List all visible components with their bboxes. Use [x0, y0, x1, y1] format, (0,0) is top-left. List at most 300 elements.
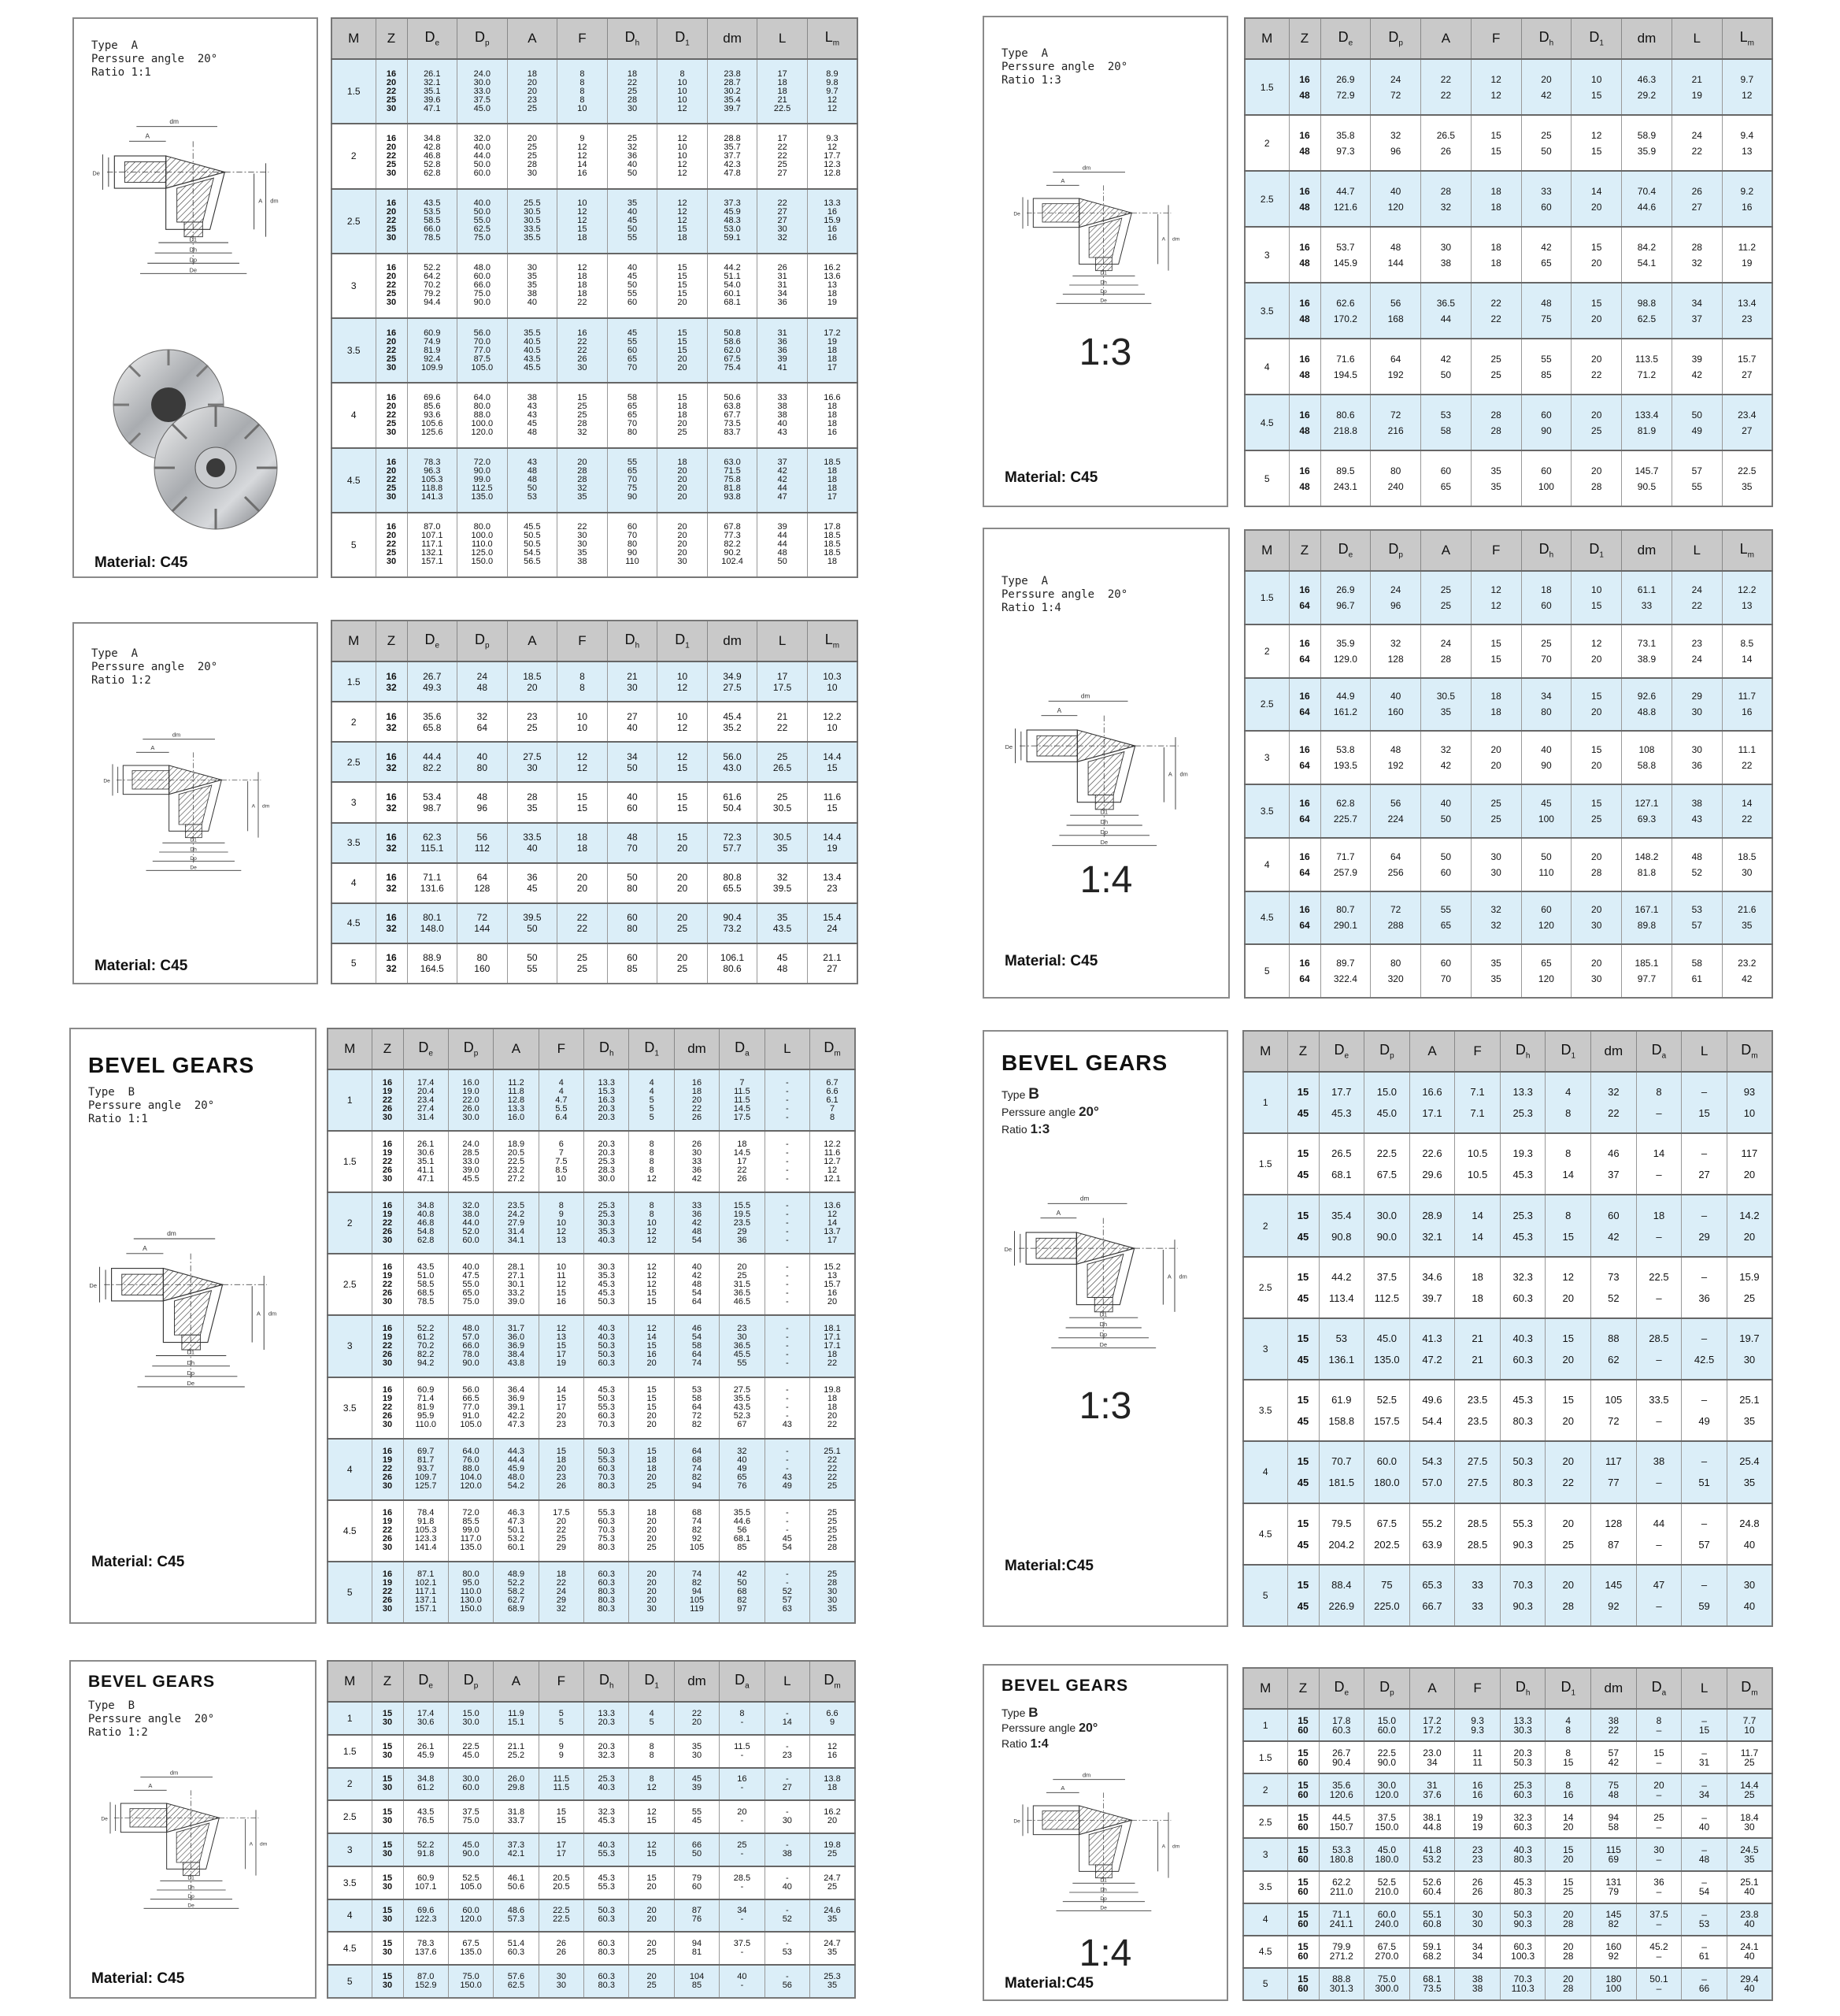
module-cell: 3 — [1245, 227, 1289, 283]
value-cell: 31 36 36 39 41 — [757, 318, 808, 383]
value-cell: 16.6 17.1 — [1409, 1072, 1455, 1133]
table-row — [328, 1768, 855, 1801]
value-cell: 8 16 — [1546, 1773, 1591, 1806]
module-cell: 5 — [1245, 944, 1289, 998]
value-cell: 8 – — [1636, 1072, 1682, 1133]
table-row — [328, 1735, 855, 1768]
module-cell: 4.5 — [331, 903, 376, 943]
value-cell: 50.3 55.3 60.3 70.3 80.3 — [584, 1439, 629, 1500]
value-cell: 30 30 — [1455, 1903, 1501, 1936]
value-cell: 16 - — [720, 1768, 765, 1801]
value-cell: 15.7 27 — [1722, 339, 1772, 395]
value-cell: 60 80 — [607, 903, 657, 943]
value-cell: - - 52 57 63 — [765, 1562, 809, 1623]
value-cell: 45.3 80.3 — [1500, 1380, 1546, 1441]
value-cell: 56.0 43.0 — [707, 742, 757, 782]
column-header-da: $D_a$ — [1636, 1668, 1682, 1709]
value-cell: 33 36 42 48 54 — [674, 1192, 719, 1254]
value-cell: 37.5 – — [1636, 1903, 1682, 1936]
value-cell: 20 28 — [1546, 1968, 1591, 2000]
value-cell: 7.1 7.1 — [1455, 1072, 1501, 1133]
value-cell: 28 32 — [1672, 227, 1722, 283]
value-cell: 16 20 22 25 30 — [376, 254, 407, 318]
value-cell: 105 72 — [1591, 1380, 1637, 1441]
value-cell: 38 43 — [1672, 784, 1722, 838]
bevel-gears-title: BEVEL GEARS — [1001, 1677, 1129, 1695]
ratio-label: Ratio 1:1 — [88, 1113, 148, 1125]
value-cell: 31.8 33.7 — [494, 1800, 539, 1833]
value-cell: 55.3 60.3 70.3 75.3 80.3 — [584, 1500, 629, 1562]
value-cell: 18.5 20 — [507, 662, 557, 702]
value-cell: 49.6 54.4 — [1409, 1380, 1455, 1441]
module-cell: 4.5 — [1243, 1936, 1287, 1968]
value-cell: 30 36 — [1672, 731, 1722, 784]
value-cell: 9 12 12 14 16 — [557, 124, 608, 188]
value-cell: 15.4 24 — [807, 903, 857, 943]
value-cell: – 53 — [1682, 1903, 1727, 1936]
module-cell: 2.5 — [331, 742, 376, 782]
value-cell: 60.9 74.9 81.9 92.4 109.9 — [407, 318, 457, 383]
table-row — [1243, 1257, 1772, 1318]
column-header-f: F — [539, 1028, 583, 1069]
pressure-angle-label: Perssure angle 20° — [91, 53, 218, 65]
value-cell: 23.5 23.5 — [1455, 1380, 1501, 1441]
value-cell: 26.1 30.6 35.1 41.1 47.1 — [403, 1131, 448, 1192]
value-cell: 28.5 28.5 — [1455, 1503, 1501, 1565]
value-cell: 16 64 — [1289, 838, 1320, 891]
gear-card-type-a-1-1 — [72, 17, 318, 578]
module-cell: 2.5 — [1245, 678, 1289, 732]
module-cell: 2.5 — [328, 1800, 372, 1833]
column-header-z: Z — [1287, 1668, 1319, 1709]
value-cell: 17 17 — [539, 1833, 583, 1866]
value-cell: 30.0 120.0 — [1364, 1773, 1410, 1806]
column-header-z: Z — [1289, 530, 1320, 571]
value-cell: 60 70 80 90 110 — [607, 513, 657, 577]
module-cell: 1.5 — [328, 1131, 372, 1192]
value-cell: 20 20 — [657, 863, 708, 903]
value-cell: 20 20 — [1471, 731, 1521, 784]
module-cell: 1 — [328, 1702, 372, 1735]
value-cell: 127.1 69.3 — [1622, 784, 1672, 838]
value-cell: 62.8 225.7 — [1320, 784, 1371, 838]
column-header-l: L — [757, 18, 808, 59]
type-label: Type A — [1001, 575, 1049, 587]
value-cell: 74 82 94 105 119 — [674, 1562, 719, 1623]
value-cell: 33 33 — [1455, 1565, 1501, 1626]
table-row — [1245, 891, 1772, 945]
material-label: Material:C45 — [1005, 1558, 1094, 1574]
value-cell: 60.3 100.3 — [1500, 1936, 1546, 1968]
table-row — [328, 1254, 855, 1315]
column-header-lm: $L_m$ — [807, 621, 857, 662]
value-cell: 22 22 — [557, 903, 608, 943]
table-row — [1245, 283, 1772, 339]
module-cell: 4 — [1243, 1903, 1287, 1936]
value-cell: 70.3 110.3 — [1500, 1968, 1546, 2000]
value-cell: 42 50 — [1421, 339, 1472, 395]
value-cell: 20 30 — [1572, 944, 1622, 998]
table-row — [331, 189, 857, 254]
value-cell: 92.6 48.8 — [1622, 678, 1672, 732]
value-cell: 17.8 18.5 18.5 18.5 18 — [807, 513, 857, 577]
value-cell: 15 45 — [1287, 1503, 1319, 1565]
value-cell: 23.8 28.7 30.2 35.4 39.7 — [707, 59, 757, 124]
value-cell: 25.4 35 — [1727, 1441, 1772, 1503]
value-cell: 25.3 35 — [810, 1965, 855, 1998]
value-cell: 16 19 22 26 30 — [372, 1562, 403, 1623]
value-cell: 24.7 25 — [810, 1866, 855, 1899]
value-cell: 40 - — [720, 1965, 765, 1998]
table-row — [1243, 1936, 1772, 1968]
value-cell: 16 32 — [376, 863, 407, 903]
column-header-dm: dm — [1622, 530, 1672, 571]
value-cell: 41.3 47.2 — [1409, 1318, 1455, 1380]
module-cell: 4 — [331, 863, 376, 903]
table-row — [1243, 1380, 1772, 1441]
value-cell: 12 10 10 12 12 — [657, 124, 708, 188]
value-cell: 50 60 — [1421, 838, 1472, 891]
value-cell: 55 65 — [1421, 891, 1472, 945]
pressure-angle-label: Perssure angle 20° — [1001, 1104, 1099, 1119]
value-cell: 16 48 — [1289, 227, 1320, 283]
value-cell: - - - - - — [765, 1131, 809, 1192]
value-cell: 48.6 57.3 — [494, 1899, 539, 1933]
value-cell: 35.4 90.8 — [1319, 1195, 1364, 1256]
column-header-dm: dm — [1622, 18, 1672, 59]
value-cell: 38.1 44.8 — [1409, 1806, 1455, 1838]
column-header-f: F — [539, 1661, 583, 1702]
type-label: Type B — [88, 1699, 135, 1712]
value-cell: 16 19 22 26 30 — [372, 1192, 403, 1254]
value-cell: 15 30 — [372, 1965, 403, 1998]
value-cell: 46.3 47.3 50.1 53.2 60.1 — [494, 1500, 539, 1562]
pressure-angle-label: Perssure angle 20° — [91, 661, 218, 673]
value-cell: 15 30 — [372, 1866, 403, 1899]
material-label: Material: C45 — [1005, 953, 1098, 969]
table-row — [328, 1833, 855, 1866]
gear-technical-drawing — [82, 1764, 304, 1922]
table-row — [1245, 59, 1772, 115]
column-header-m: M — [331, 18, 376, 59]
module-cell: 5 — [328, 1562, 372, 1623]
value-cell: 33.5 40 — [507, 823, 557, 863]
value-cell: 17.8 60.3 — [1319, 1709, 1364, 1741]
module-cell: 1.5 — [1245, 571, 1289, 624]
value-cell: 15 20 — [1546, 1838, 1591, 1870]
value-cell: 16 32 — [376, 662, 407, 702]
value-cell: 52.2 64.2 70.2 79.2 94.4 — [407, 254, 457, 318]
gear-technical-drawing — [82, 1203, 304, 1423]
value-cell: 36.5 44 — [1421, 283, 1472, 339]
value-cell: 13.4 23 — [1722, 283, 1772, 339]
value-cell: 40 45 50 55 60 — [607, 254, 657, 318]
column-header-m: M — [331, 621, 376, 662]
value-cell: 72 288 — [1371, 891, 1421, 945]
value-cell: 40 160 — [1371, 678, 1421, 732]
module-cell: 5 — [1245, 450, 1289, 506]
value-cell: 48 52 — [1672, 838, 1722, 891]
value-cell: 25 25 — [1421, 571, 1472, 624]
value-cell: 24.1 40 — [1727, 1936, 1772, 1968]
column-header-a: A — [494, 1661, 539, 1702]
value-cell: 26.5 68.1 — [1319, 1133, 1364, 1195]
module-cell: 3.5 — [1243, 1380, 1287, 1441]
value-cell: 133.4 81.9 — [1622, 395, 1672, 450]
value-cell: 20 25 31.5 36.5 46.5 — [720, 1254, 765, 1315]
value-cell: 26 27 — [1672, 171, 1722, 227]
value-cell: 32.3 60.3 — [1500, 1806, 1546, 1838]
value-cell: 20 20 20 20 30 — [629, 1562, 674, 1623]
column-header-l: L — [1682, 1031, 1727, 1072]
module-cell: 4.5 — [1243, 1503, 1287, 1565]
value-cell: – 31 — [1682, 1741, 1727, 1773]
value-cell: 75.0 300.0 — [1364, 1968, 1410, 2000]
value-cell: 15 15 — [1471, 115, 1521, 171]
module-cell: 3.5 — [331, 318, 376, 383]
value-cell: 53 58 64 72 82 — [674, 1377, 719, 1439]
value-cell: 71.6 194.5 — [1320, 339, 1371, 395]
value-cell: - - - - - — [765, 1254, 809, 1315]
value-cell: - - - 43 49 — [765, 1439, 809, 1500]
column-header-d1: $D_1$ — [657, 18, 708, 59]
value-cell: 50.3 60.3 — [584, 1899, 629, 1933]
value-cell: 37.5 112.5 — [1364, 1257, 1410, 1318]
value-cell: 30 40 — [1727, 1565, 1772, 1626]
column-header-m: M — [328, 1028, 372, 1069]
value-cell: 21 22 — [757, 702, 808, 742]
column-header-dm: $D_m$ — [810, 1028, 855, 1069]
value-cell: 60.3 60.3 80.3 80.3 80.3 — [584, 1562, 629, 1623]
ratio-label: Ratio 1:3 — [1001, 1121, 1050, 1136]
value-cell: 16 32 — [376, 702, 407, 742]
value-cell: 32.3 60.3 — [1500, 1257, 1546, 1318]
value-cell: 40.0 47.5 55.0 65.0 75.0 — [448, 1254, 493, 1315]
table-row — [1245, 944, 1772, 998]
value-cell: 43.5 76.5 — [403, 1800, 448, 1833]
value-cell: 16 64 — [1289, 624, 1320, 678]
value-cell: 24.0 30.0 33.0 37.5 45.0 — [457, 59, 508, 124]
value-cell: 20 – — [1636, 1773, 1682, 1806]
value-cell: 64 68 74 82 94 — [674, 1439, 719, 1500]
column-header-z: Z — [1289, 18, 1320, 59]
column-header-z: Z — [372, 1661, 403, 1702]
ratio-label: Ratio 1:1 — [91, 66, 151, 79]
value-cell: 16 48 — [1289, 115, 1320, 171]
gear-technical-drawing — [995, 1189, 1216, 1362]
value-cell: 53.3 180.8 — [1319, 1838, 1364, 1870]
value-cell: 24 22 — [1672, 571, 1722, 624]
value-cell: 37.5 75.0 — [448, 1800, 493, 1833]
table-row — [328, 1702, 855, 1735]
value-cell: 34.9 27.5 — [707, 662, 757, 702]
value-cell: 8 8 — [629, 1735, 674, 1768]
value-cell: 11.5 - — [720, 1735, 765, 1768]
table-row — [328, 1131, 855, 1192]
value-cell: 16 20 22 25 30 — [376, 448, 407, 513]
value-cell: 15 20 — [1546, 1318, 1591, 1380]
value-cell: 50.6 63.8 67.7 73.5 83.7 — [707, 383, 757, 447]
value-cell: 15 45 — [1287, 1380, 1319, 1441]
table-row — [1243, 1903, 1772, 1936]
table-row — [328, 1315, 855, 1377]
value-cell: 8 8 8 8 10 — [557, 59, 608, 124]
value-cell: 26 30 33 36 42 — [674, 1131, 719, 1192]
value-cell: 50 55 — [507, 943, 557, 984]
value-cell: 50.1 – — [1636, 1968, 1682, 2000]
column-header-dm: $D_m$ — [810, 1661, 855, 1702]
table-row — [328, 1377, 855, 1439]
column-header-de: $D_e$ — [1319, 1668, 1364, 1709]
value-cell: 64 128 — [457, 863, 508, 903]
value-cell: 16 64 — [1289, 571, 1320, 624]
module-cell: 4 — [331, 383, 376, 447]
value-cell: 26.7 49.3 — [407, 662, 457, 702]
value-cell: 28 35 — [507, 782, 557, 822]
gear-technical-drawing — [995, 687, 1217, 860]
module-cell: 2.5 — [1243, 1257, 1287, 1318]
value-cell: - 27 — [765, 1768, 809, 1801]
value-cell: 106.1 80.6 — [707, 943, 757, 984]
value-cell: 35.9 129.0 — [1320, 624, 1371, 678]
value-cell: 18 20 20 20 20 — [657, 448, 708, 513]
value-cell: 78.3 96.3 105.3 118.8 141.3 — [407, 448, 457, 513]
value-cell: – 36 — [1682, 1257, 1727, 1318]
value-cell: 13.8 18 — [810, 1768, 855, 1801]
value-cell: 10 12 — [657, 662, 708, 702]
value-cell: 35 30 — [674, 1735, 719, 1768]
value-cell: 55 45 — [674, 1800, 719, 1833]
table-row — [331, 702, 857, 742]
value-cell: 8 8 8 8 12 — [629, 1131, 674, 1192]
value-cell: 9.2 16 — [1722, 171, 1772, 227]
value-cell: 12 18 18 18 22 — [557, 254, 608, 318]
value-cell: 11.2 19 — [1722, 227, 1772, 283]
value-cell: 60.9 71.4 81.9 95.9 110.0 — [403, 1377, 448, 1439]
table-row — [331, 254, 857, 318]
value-cell: 15 15 — [1471, 624, 1521, 678]
value-cell: 8 12 — [629, 1768, 674, 1801]
column-header-de: $D_e$ — [1320, 530, 1371, 571]
value-cell: 60 70 — [1421, 944, 1472, 998]
value-cell: 44.5 150.7 — [1319, 1806, 1364, 1838]
value-cell: 5 5 — [539, 1702, 583, 1735]
value-cell: 32 39.5 — [757, 863, 808, 903]
column-header-z: Z — [376, 18, 407, 59]
module-cell: 5 — [328, 1965, 372, 1998]
value-cell: 15 15 — [557, 782, 608, 822]
value-cell: 18 18 — [1455, 1257, 1501, 1318]
value-cell: 31 37.6 — [1409, 1773, 1455, 1806]
gear-card-type-b-1-1 — [69, 1028, 317, 1624]
column-header-dp: $D_p$ — [457, 18, 508, 59]
value-cell: 72 216 — [1371, 395, 1421, 450]
value-cell: 30.5 35 — [757, 823, 808, 863]
value-cell: 15.0 60.0 — [1364, 1709, 1410, 1741]
value-cell: 16 19 22 26 30 — [372, 1315, 403, 1377]
value-cell: 8 15 — [1546, 1195, 1591, 1256]
dimension-table-type-a-1-1 — [331, 17, 858, 578]
value-cell: 25 - — [720, 1833, 765, 1866]
value-cell: 75 225.0 — [1364, 1565, 1410, 1626]
value-cell: 16 20 22 25 30 — [376, 189, 407, 254]
table-row — [1243, 1318, 1772, 1380]
column-header-f: F — [1455, 1031, 1501, 1072]
value-cell: 24.7 35 — [810, 1932, 855, 1965]
gear-technical-drawing — [85, 726, 305, 884]
value-cell: 4 8 — [1546, 1709, 1591, 1741]
value-cell: 12 20 — [1546, 1257, 1591, 1318]
value-cell: 53.7 145.9 — [1320, 227, 1371, 283]
value-cell: 88.4 226.9 — [1319, 1565, 1364, 1626]
value-cell: 43.5 51.0 58.5 68.5 78.5 — [403, 1254, 448, 1315]
value-cell: 20 25 — [1572, 395, 1622, 450]
value-cell: 60 100 — [1521, 450, 1572, 506]
value-cell: 40 42 48 54 64 — [674, 1254, 719, 1315]
column-header-dm: dm — [1591, 1668, 1637, 1709]
value-cell: 128 87 — [1591, 1503, 1637, 1565]
value-cell: 71.7 257.9 — [1320, 838, 1371, 891]
value-cell: 57 55 — [1672, 450, 1722, 506]
value-cell: 46 37 — [1591, 1133, 1637, 1195]
column-header-d1: $D_1$ — [1546, 1668, 1591, 1709]
column-header-da: $D_a$ — [1636, 1031, 1682, 1072]
table-row — [1243, 1741, 1772, 1773]
value-cell: 36 – — [1636, 1871, 1682, 1903]
value-cell: 52.5 157.5 — [1364, 1380, 1410, 1441]
ratio-big: 1:4 — [1079, 1933, 1132, 1974]
value-cell: 87.1 102.1 117.1 137.1 157.1 — [403, 1562, 448, 1623]
value-cell: 25 25 — [1471, 339, 1521, 395]
value-cell: 35.6 120.6 — [1319, 1773, 1364, 1806]
module-cell: 2 — [328, 1768, 372, 1801]
value-cell: 15 15 — [657, 782, 708, 822]
value-cell: 16.2 13.6 13 18 19 — [807, 254, 857, 318]
value-cell: 25.1 22 22 22 25 — [810, 1439, 855, 1500]
value-cell: 12.2 11.6 12.7 12 12.1 — [810, 1131, 855, 1192]
column-header-dm: dm — [707, 621, 757, 662]
value-cell: 48.0 57.0 66.0 78.0 90.0 — [448, 1315, 493, 1377]
table-row — [328, 1866, 855, 1899]
value-cell: 16 48 — [1289, 171, 1320, 227]
value-cell: 38 22 — [1591, 1709, 1637, 1741]
value-cell: 87 76 — [674, 1899, 719, 1933]
value-cell: 16 20 22 25 30 — [376, 124, 407, 188]
value-cell: 40.0 50.0 55.0 62.5 75.0 — [457, 189, 508, 254]
table-row — [328, 1562, 855, 1623]
value-cell: 89.5 243.1 — [1320, 450, 1371, 506]
value-cell: 11.7 16 — [1722, 678, 1772, 732]
value-cell: 44.2 51.1 54.0 60.1 68.1 — [707, 254, 757, 318]
column-header-z: Z — [376, 621, 407, 662]
value-cell: 53 136.1 — [1319, 1318, 1364, 1380]
value-cell: 79.9 271.2 — [1319, 1936, 1364, 1968]
column-header-m: M — [1243, 1668, 1287, 1709]
value-cell: 32 96 — [1371, 115, 1421, 171]
value-cell: 45 100 — [1521, 784, 1572, 838]
value-cell: 65.3 66.7 — [1409, 1565, 1455, 1626]
value-cell: 18.5 18 18 18 17 — [807, 448, 857, 513]
value-cell: 37.5 150.0 — [1364, 1806, 1410, 1838]
value-cell: 23 24 — [1672, 624, 1722, 678]
value-cell: 67.5 202.5 — [1364, 1503, 1410, 1565]
value-cell: 69.6 122.3 — [403, 1899, 448, 1933]
value-cell: 12 16 — [810, 1735, 855, 1768]
value-cell: 80.8 65.5 — [707, 863, 757, 903]
type-label: Type A — [91, 647, 139, 660]
value-cell: 15 60 — [1287, 1903, 1319, 1936]
value-cell: 15 18 18 20 25 — [657, 383, 708, 447]
